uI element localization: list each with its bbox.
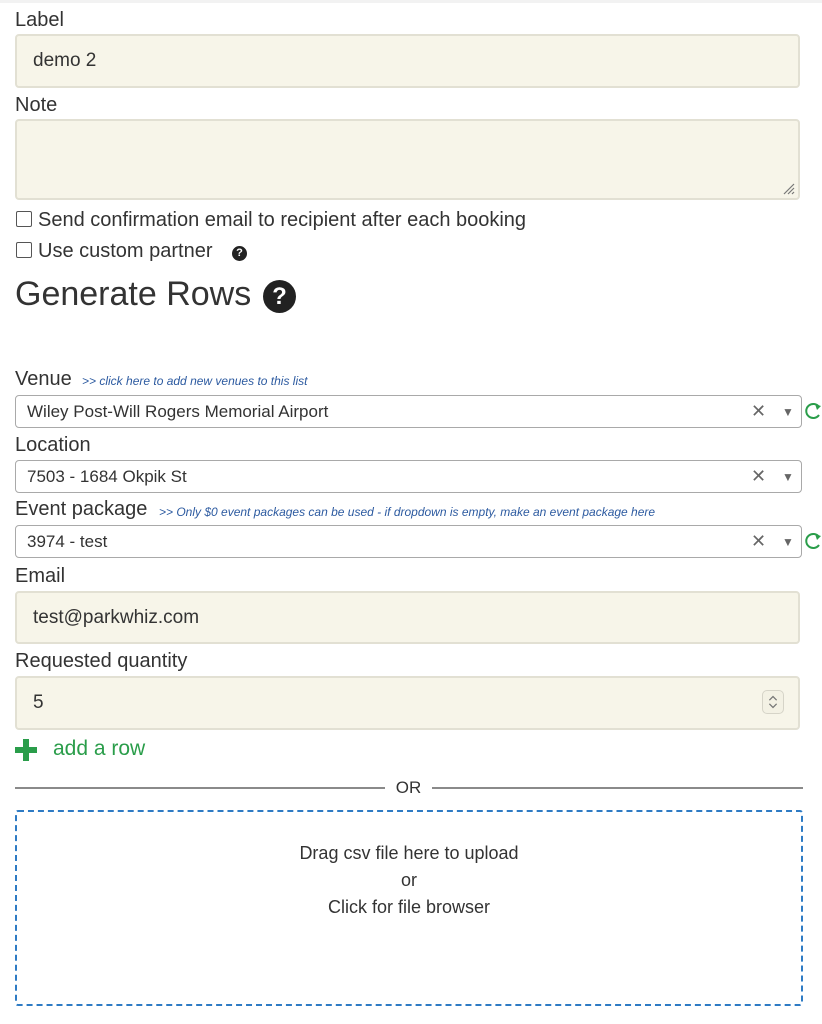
label-input-value: demo 2	[33, 50, 97, 71]
chevron-down-icon[interactable]: ▼	[782, 470, 794, 484]
note-textarea[interactable]	[15, 119, 800, 200]
quantity-value: 5	[33, 692, 44, 713]
top-divider	[0, 0, 822, 3]
requested-quantity-label: Requested quantity	[15, 650, 188, 672]
use-custom-partner-checkbox[interactable]	[16, 242, 32, 258]
location-select[interactable]	[15, 460, 802, 493]
email-field-value: test@parkwhiz.com	[33, 607, 200, 628]
chevron-down-icon[interactable]: ▼	[782, 405, 794, 419]
use-custom-partner-label: Use custom partner	[38, 240, 213, 262]
event-package-hint-link[interactable]: >> Only $0 event packages can be used - if dropdown is empty, make an event package here	[159, 505, 656, 519]
resize-grip-icon[interactable]	[781, 181, 795, 195]
venue-add-hint-link[interactable]: >> click here to add new venues to this list	[82, 374, 308, 388]
csv-upload-dropzone[interactable]	[15, 810, 803, 1006]
quantity-stepper[interactable]	[15, 676, 800, 730]
send-confirmation-checkbox[interactable]	[16, 211, 32, 227]
question-circle-icon[interactable]: ?	[263, 280, 296, 313]
close-icon[interactable]: ✕	[751, 401, 767, 421]
refresh-icon[interactable]	[805, 531, 822, 551]
send-confirmation-label: Send confirmation email to recipient after each booking	[38, 209, 527, 231]
note-field-title: Note	[15, 94, 58, 116]
or-divider-text: OR	[395, 778, 422, 797]
email-field[interactable]	[15, 591, 800, 644]
close-icon[interactable]: ✕	[751, 531, 767, 551]
upload-drag-text: Drag csv file here to upload	[299, 843, 519, 863]
venue-selected-value: Wiley Post-Will Rogers Memorial Airport	[27, 402, 329, 421]
location-label: Location	[15, 434, 91, 456]
question-circle-icon[interactable]: ?	[232, 246, 247, 261]
email-label: Email	[15, 565, 66, 587]
venue-label: Venue	[15, 368, 72, 390]
or-divider-right	[432, 787, 803, 789]
event-package-select[interactable]	[15, 525, 802, 558]
plus-icon[interactable]	[14, 738, 38, 762]
add-row-link[interactable]: add a row	[53, 737, 146, 760]
venue-select[interactable]	[15, 395, 802, 428]
event-package-selected-value: 3974 - test	[27, 532, 108, 551]
close-icon[interactable]: ✕	[751, 466, 767, 486]
generate-rows-title: Generate Rows	[15, 275, 252, 313]
event-package-label: Event package	[15, 498, 148, 520]
upload-or-text: or	[400, 870, 417, 890]
upload-browse-text[interactable]: Click for file browser	[327, 897, 491, 917]
label-field-title: Label	[15, 9, 64, 31]
label-input[interactable]	[15, 34, 800, 88]
chevron-down-icon[interactable]: ▼	[782, 535, 794, 549]
refresh-icon[interactable]	[805, 401, 822, 421]
or-divider-left	[15, 787, 385, 789]
location-selected-value: 7503 - 1684 Okpik St	[27, 467, 187, 486]
spinner-arrows-icon[interactable]	[762, 690, 784, 714]
